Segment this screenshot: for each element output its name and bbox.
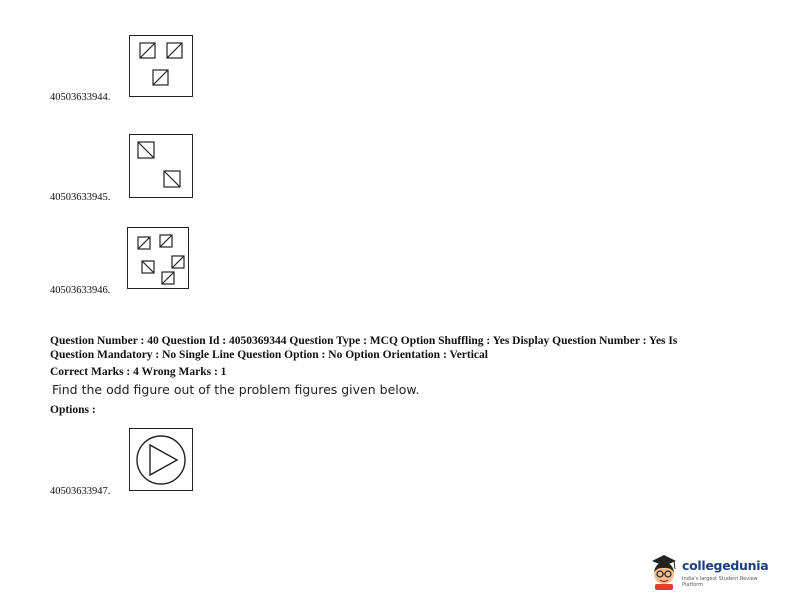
option-figure-1 [129, 35, 193, 97]
question-meta-line-1: Question Number : 40 Question Id : 4050369344 Question Type : MCQ Option Shuffling : Yes Display Question Number : Yes Is [50, 335, 678, 347]
question-text: Find the odd figure out of the problem figures given below. [52, 382, 420, 397]
option-id-1: 40503633944. [50, 92, 111, 103]
mascot-icon [648, 552, 680, 590]
option-figure-2 [129, 134, 193, 198]
option-figure-3 [127, 227, 189, 289]
squares-backslash-figure [130, 135, 194, 199]
question-marks: Correct Marks : 4 Wrong Marks : 1 [50, 366, 227, 378]
options-label: Options : [50, 404, 96, 416]
question-meta [50, 335, 740, 362]
five-squares-figure [128, 228, 190, 290]
option-id-4: 40503633947. [50, 486, 111, 497]
circle-triangle-figure [130, 429, 194, 492]
logo-wordmark: collegedunia [682, 558, 769, 573]
option-id-2: 40503633945. [50, 192, 111, 203]
collegedunia-logo [648, 552, 778, 592]
logo-tagline: India's largest Student Review Platform [682, 576, 758, 588]
squares-diagonal-figure [130, 36, 194, 98]
option-id-3: 40503633946. [50, 285, 111, 296]
question-meta-line-2: Question Mandatory : No Single Line Question Option : No Option Orientation : Vertical [50, 348, 488, 361]
option-figure-4 [129, 428, 193, 491]
